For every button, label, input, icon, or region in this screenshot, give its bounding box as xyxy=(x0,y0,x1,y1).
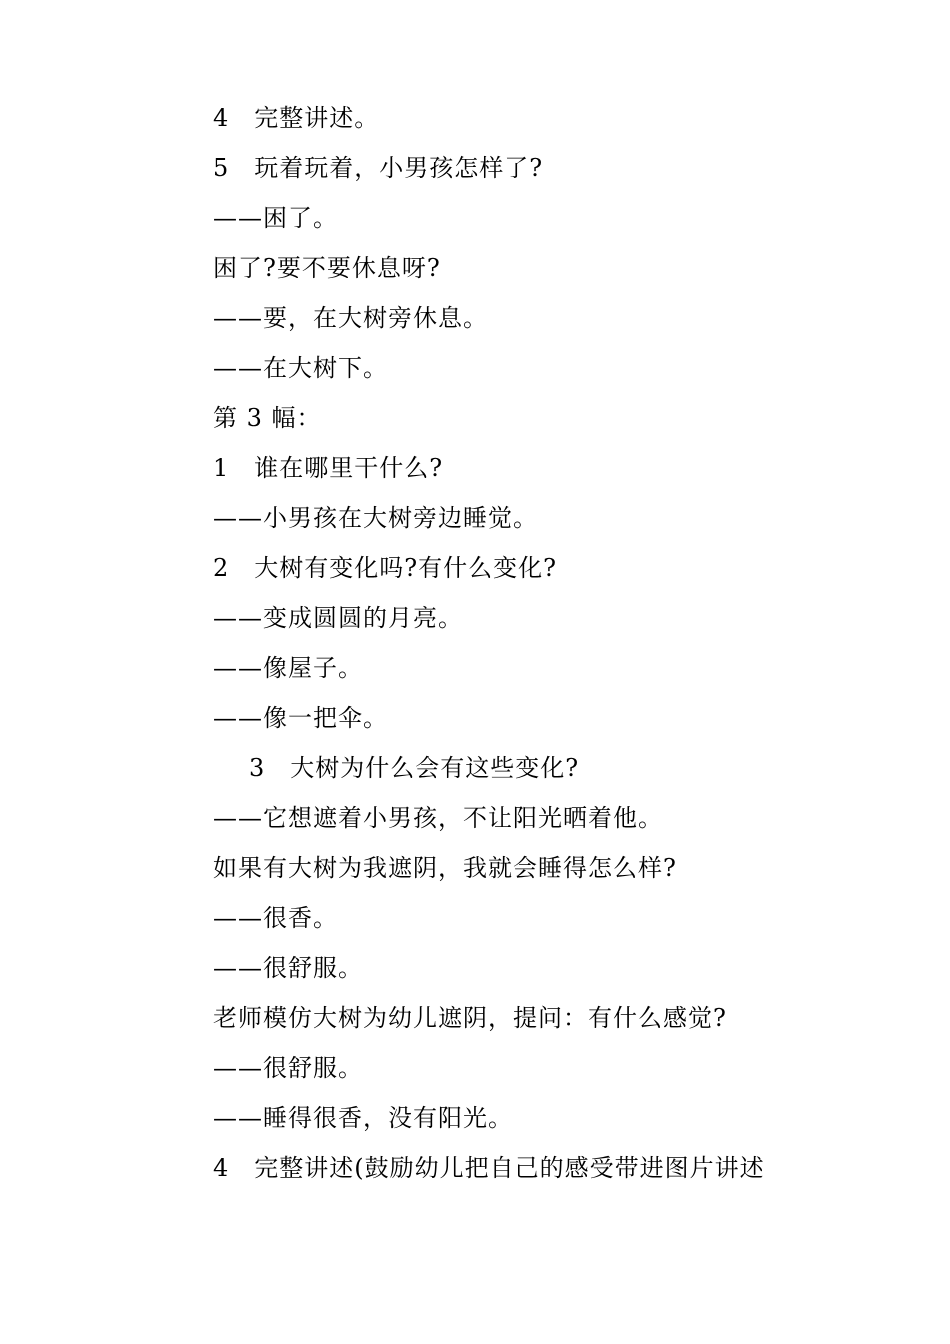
answer-line: ——睡得很香，没有阳光。 xyxy=(213,1104,513,1132)
teacher-activity-line: 老师模仿大树为幼儿遮阴，提问：有什么感觉? xyxy=(213,1004,727,1032)
answer-line: ——困了。 xyxy=(213,204,338,232)
question-sleep-quality: 如果有大树为我遮阴，我就会睡得怎么样? xyxy=(213,854,677,882)
section-heading-picture-3: 第 3 幅： xyxy=(213,404,322,432)
question-rest: 困了?要不要休息呀? xyxy=(213,254,441,282)
step-4-retell: 4 完整讲述。 xyxy=(213,104,380,132)
answer-line: ——变成圆圆的月亮。 xyxy=(213,604,463,632)
step-4-retell-feelings: 4 完整讲述(鼓励幼儿把自己的感受带进图片讲述 xyxy=(213,1154,765,1182)
question-why-change: 3 大树为什么会有这些变化? xyxy=(249,754,580,782)
question-who-where: 1 谁在哪里干什么? xyxy=(213,454,444,482)
answer-line: ——像屋子。 xyxy=(213,654,363,682)
answer-line: ——小男孩在大树旁边睡觉。 xyxy=(213,504,538,532)
answer-line: ——像一把伞。 xyxy=(213,704,388,732)
answer-line: ——要，在大树旁休息。 xyxy=(213,304,488,332)
answer-line: ——很舒服。 xyxy=(213,954,363,982)
answer-line: ——在大树下。 xyxy=(213,354,388,382)
answer-line: ——很舒服。 xyxy=(213,1054,363,1082)
question-tree-change: 2 大树有变化吗?有什么变化? xyxy=(213,554,558,582)
question-boy-tired: 5 玩着玩着，小男孩怎样了? xyxy=(213,154,544,182)
answer-line: ——很香。 xyxy=(213,904,338,932)
answer-line: ——它想遮着小男孩，不让阳光晒着他。 xyxy=(213,804,663,832)
